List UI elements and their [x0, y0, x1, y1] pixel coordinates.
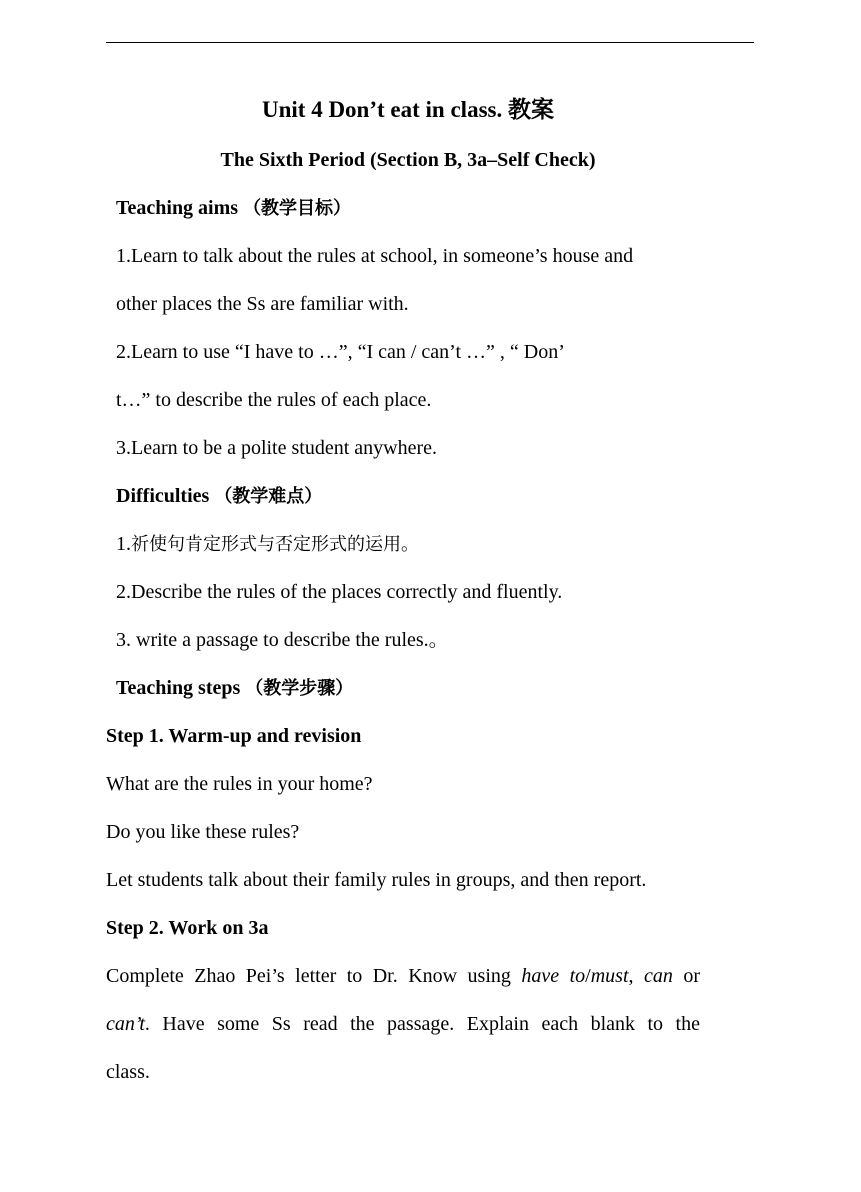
difficulty-3: 3. write a passage to describe the rules.。 — [116, 629, 449, 651]
steps-heading-text: Teaching steps — [116, 677, 241, 699]
step-2-or: or — [672, 965, 701, 987]
difficulty-1-number: 1. — [116, 533, 131, 555]
aims-heading — [116, 196, 710, 221]
aim-1-line-1: 1.Learn to talk about the rules at school, in someone’s house and — [116, 245, 634, 267]
step-2-heading: Step 2. Work on 3a — [106, 917, 269, 939]
difficulty-1-text: 祈使句肯定形式与否定形式的运用。 — [131, 534, 419, 555]
aim-1-line-2: other places the Ss are familiar with. — [116, 293, 409, 315]
document-subtitle: The Sixth Period (Section B, 3a–Self Check) — [220, 149, 596, 171]
step-2-text-a: Complete Zhao Pei’s letter to Dr. Know using — [106, 965, 522, 987]
step-2-slash: / — [585, 965, 591, 987]
document-title: Unit 4 Don’t eat in class. 教案 — [262, 97, 554, 122]
step-2-cant: can’t — [106, 1013, 145, 1035]
step-1-heading: Step 1. Warm-up and revision — [106, 725, 362, 747]
difficulties-heading-text: Difficulties — [116, 485, 210, 507]
step-1-text: Let students talk about their family rules in groups, and then report. — [106, 869, 647, 891]
aim-2-line-2: t…” to describe the rules of each place. — [116, 389, 432, 411]
step-2-paragraph-line-3: class. — [106, 1061, 150, 1083]
aim-3: 3.Learn to be a polite student anywhere. — [116, 437, 437, 459]
aims-heading-text: Teaching aims — [116, 197, 239, 219]
difficulties-heading-cn: （教学难点） — [214, 486, 323, 507]
step-2-text-b: . Have some Ss read the passage. Explain each blank to the — [144, 1013, 700, 1035]
header-rule — [106, 42, 754, 43]
step-2-paragraph-line-2 — [106, 1012, 700, 1036]
step-2-can: can — [643, 965, 673, 987]
steps-heading — [116, 676, 710, 701]
difficulty-1 — [116, 532, 710, 557]
step-2-paragraph-line-1 — [106, 964, 700, 988]
step-2-must: must — [590, 965, 629, 987]
step-2-comma: , — [628, 965, 644, 987]
difficulty-2: 2.Describe the rules of the places correctly and fluently. — [116, 581, 563, 603]
step-1-question-1: What are the rules in your home? — [106, 773, 373, 795]
aims-heading-cn: （教学目标） — [243, 198, 352, 219]
steps-heading-cn: （教学步骤） — [245, 678, 354, 699]
difficulties-heading — [116, 484, 710, 509]
step-1-question-2: Do you like these rules? — [106, 821, 300, 843]
step-2-have-to: have to — [521, 965, 586, 987]
aim-2-line-1: 2.Learn to use “I have to …”, “I can / can’t …” , “ Don’ — [116, 341, 565, 363]
